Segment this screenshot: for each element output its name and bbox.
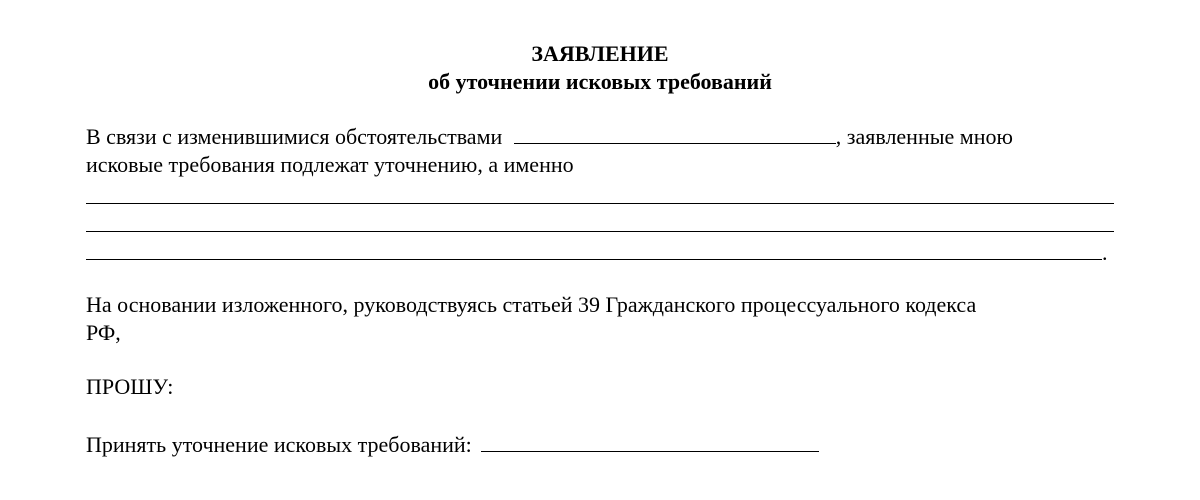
request-blank <box>481 431 819 452</box>
request-item-label: Принять уточнение исковых требований: <box>86 432 472 457</box>
clarification-blank-line-1 <box>86 203 1114 204</box>
paragraph-2-line-1: На основании изложенного, руководствуясь статьей 39 Гражданского процессуального кодекса <box>86 292 977 317</box>
paragraph-1-line-1-end: , заявленные мною <box>835 124 1013 149</box>
paragraph-2-line-2: РФ, <box>86 320 121 345</box>
paragraph-1-line-1 <box>86 123 1013 151</box>
clarification-blank-line-2 <box>86 231 1114 232</box>
paragraph-1-line-1-start: В связи с изменившимися обстоятельствами <box>86 124 503 149</box>
document-subtitle: об уточнении исковых требований <box>428 69 772 94</box>
request-item <box>86 431 819 459</box>
circumstances-blank <box>514 123 836 144</box>
paragraph-1-line-2: исковые требования подлежат уточнению, а именно <box>86 152 574 177</box>
document-title: ЗАЯВЛЕНИЕ <box>531 41 669 66</box>
request-heading: ПРОШУ: <box>86 374 174 399</box>
clarification-blank-line-3 <box>86 259 1102 260</box>
blank-end-period: . <box>1102 240 1108 265</box>
